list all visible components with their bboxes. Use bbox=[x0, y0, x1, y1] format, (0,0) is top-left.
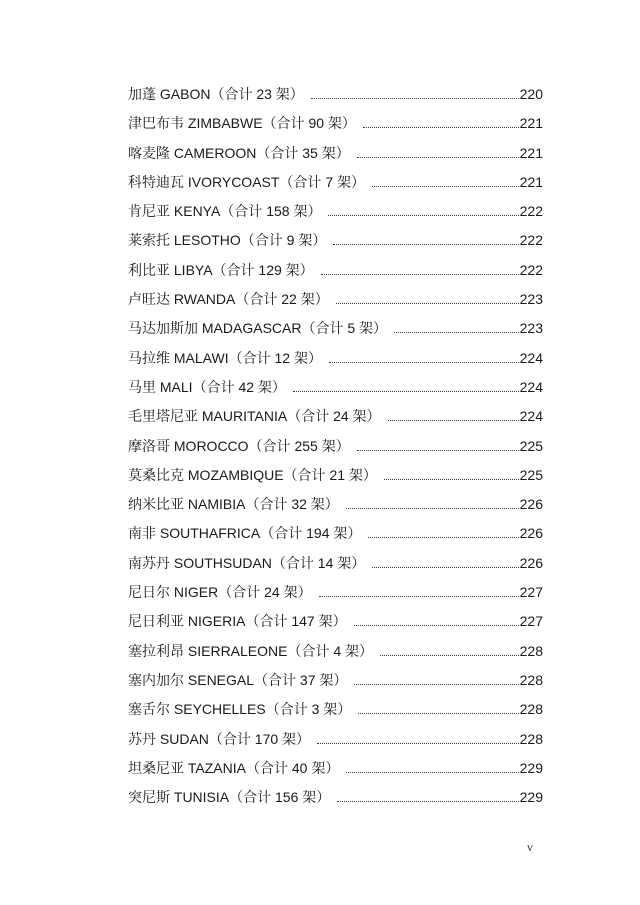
dot-leader bbox=[380, 654, 519, 656]
toc-entry[interactable] bbox=[128, 783, 543, 812]
toc-entry-title: 苏丹 SUDAN（合计 170 架） bbox=[128, 730, 311, 747]
toc-entry[interactable] bbox=[128, 402, 543, 431]
toc-entry[interactable] bbox=[128, 432, 543, 461]
toc-entry[interactable] bbox=[128, 197, 543, 226]
toc-entry-title: 坦桑尼亚 TAZANIA（合计 40 架） bbox=[128, 759, 340, 776]
toc-entry[interactable] bbox=[128, 285, 543, 314]
toc-entry-page-number: 222 bbox=[519, 232, 543, 249]
toc-entry-page-number: 226 bbox=[519, 496, 543, 513]
dot-leader bbox=[363, 126, 519, 128]
toc-entry-page-number: 226 bbox=[519, 554, 543, 571]
toc-entry[interactable] bbox=[128, 139, 543, 168]
dot-leader bbox=[357, 156, 519, 158]
toc-entry-page-number: 221 bbox=[519, 173, 543, 190]
toc-entry-title: 喀麦隆 CAMEROON（合计 35 架） bbox=[128, 144, 350, 161]
toc-entry-page-number: 229 bbox=[519, 789, 543, 806]
toc-entry-page-number: 228 bbox=[519, 701, 543, 718]
toc-entry[interactable] bbox=[128, 373, 543, 402]
toc-entry-title: 纳米比亚 NAMIBIA（合计 32 架） bbox=[128, 496, 339, 513]
toc-entry-page-number: 223 bbox=[519, 291, 543, 308]
dot-leader bbox=[357, 449, 519, 451]
toc-entry-page-number: 228 bbox=[519, 730, 543, 747]
dot-leader bbox=[329, 361, 519, 363]
toc-entry-page-number: 220 bbox=[519, 86, 543, 102]
toc-entry-title: 加蓬 GABON（合计 23 架） bbox=[128, 86, 304, 102]
dot-leader bbox=[354, 624, 519, 626]
toc-entry[interactable] bbox=[128, 344, 543, 373]
toc-entry[interactable] bbox=[128, 256, 543, 285]
toc-entry-title: 津巴布韦 ZIMBABWE（合计 90 架） bbox=[128, 115, 356, 132]
toc-entry-title: 马达加斯加 MADAGASCAR（合计 5 架） bbox=[128, 320, 388, 337]
toc-entry[interactable] bbox=[128, 666, 543, 695]
dot-leader bbox=[317, 742, 519, 744]
toc-entry[interactable] bbox=[128, 226, 543, 255]
table-of-contents bbox=[128, 80, 543, 812]
dot-leader bbox=[358, 712, 518, 714]
dot-leader bbox=[394, 331, 519, 333]
toc-entry-title: 尼日尔 NIGER（合计 24 架） bbox=[128, 584, 312, 601]
toc-entry-page-number: 227 bbox=[519, 584, 543, 601]
toc-entry-title: 马拉维 MALAWI（合计 12 架） bbox=[128, 349, 322, 366]
toc-entry-title: 利比亚 LIBYA（合计 129 架） bbox=[128, 261, 314, 278]
toc-entry[interactable] bbox=[128, 490, 543, 519]
toc-entry[interactable] bbox=[128, 549, 543, 578]
dot-leader bbox=[293, 390, 519, 392]
toc-entry-title: 塞舌尔 SEYCHELLES（合计 3 架） bbox=[128, 701, 352, 718]
toc-entry-page-number: 228 bbox=[519, 671, 543, 688]
dot-leader bbox=[311, 97, 519, 99]
toc-entry-page-number: 222 bbox=[519, 261, 543, 278]
toc-entry-page-number: 225 bbox=[519, 437, 543, 454]
toc-entry[interactable] bbox=[128, 519, 543, 548]
toc-entry-page-number: 224 bbox=[519, 408, 543, 425]
toc-entry-title: 突尼斯 TUNISIA（合计 156 架） bbox=[128, 789, 331, 806]
dot-leader bbox=[333, 243, 518, 245]
toc-entry-title: 肯尼亚 KENYA（合计 158 架） bbox=[128, 203, 322, 220]
dot-leader bbox=[319, 595, 519, 597]
dot-leader bbox=[346, 771, 518, 773]
dot-leader bbox=[388, 419, 519, 421]
dot-leader bbox=[372, 566, 518, 568]
dot-leader bbox=[337, 800, 518, 802]
dot-leader bbox=[321, 273, 519, 275]
dot-leader bbox=[368, 536, 518, 538]
toc-entry-title: 卢旺达 RWANDA（合计 22 架） bbox=[128, 291, 329, 308]
toc-entry-title: 莱索托 LESOTHO（合计 9 架） bbox=[128, 232, 327, 249]
dot-leader bbox=[372, 185, 519, 187]
toc-entry-page-number: 228 bbox=[519, 642, 543, 659]
toc-entry[interactable] bbox=[128, 109, 543, 138]
toc-entry[interactable] bbox=[128, 461, 543, 490]
toc-entry-page-number: 221 bbox=[519, 144, 543, 161]
toc-entry[interactable] bbox=[128, 80, 543, 109]
toc-entry-page-number: 224 bbox=[519, 378, 543, 395]
toc-entry-page-number: 224 bbox=[519, 349, 543, 366]
toc-entry-title: 科特迪瓦 IVORYCOAST（合计 7 架） bbox=[128, 173, 365, 190]
toc-entry-page-number: 227 bbox=[519, 613, 543, 630]
toc-entry-page-number: 225 bbox=[519, 466, 543, 483]
toc-entry-page-number: 221 bbox=[519, 115, 543, 132]
page-number: v bbox=[527, 840, 533, 854]
dot-leader bbox=[354, 683, 518, 685]
dot-leader bbox=[384, 478, 519, 480]
toc-entry-page-number: 229 bbox=[519, 759, 543, 776]
toc-entry[interactable] bbox=[128, 314, 543, 343]
toc-entry-page-number: 226 bbox=[519, 525, 543, 542]
toc-entry[interactable] bbox=[128, 168, 543, 197]
toc-entry-title: 南非 SOUTHAFRICA（合计 194 架） bbox=[128, 525, 362, 542]
toc-entry-page-number: 223 bbox=[519, 320, 543, 337]
toc-entry-page-number: 222 bbox=[519, 203, 543, 220]
toc-entry[interactable] bbox=[128, 754, 543, 783]
dot-leader bbox=[346, 507, 519, 509]
toc-entry-title: 塞内加尔 SENEGAL（合计 37 架） bbox=[128, 671, 348, 688]
toc-entry[interactable] bbox=[128, 578, 543, 607]
toc-entry-title: 莫桑比克 MOZAMBIQUE（合计 21 架） bbox=[128, 466, 377, 483]
toc-entry-title: 尼日利亚 NIGERIA（合计 147 架） bbox=[128, 613, 347, 630]
dot-leader bbox=[336, 302, 519, 304]
toc-entry[interactable] bbox=[128, 637, 543, 666]
toc-entry[interactable] bbox=[128, 725, 543, 754]
toc-entry[interactable] bbox=[128, 607, 543, 636]
toc-entry-title: 摩洛哥 MOROCCO（合计 255 架） bbox=[128, 437, 350, 454]
toc-entry-title: 马里 MALI（合计 42 架） bbox=[128, 378, 286, 395]
dot-leader bbox=[328, 214, 518, 216]
toc-entry[interactable] bbox=[128, 695, 543, 724]
toc-entry-title: 塞拉利昂 SIERRALEONE（合计 4 架） bbox=[128, 642, 374, 659]
toc-entry-title: 毛里塔尼亚 MAURITANIA（合计 24 架） bbox=[128, 408, 381, 425]
toc-entry-title: 南苏丹 SOUTHSUDAN（合计 14 架） bbox=[128, 554, 366, 571]
